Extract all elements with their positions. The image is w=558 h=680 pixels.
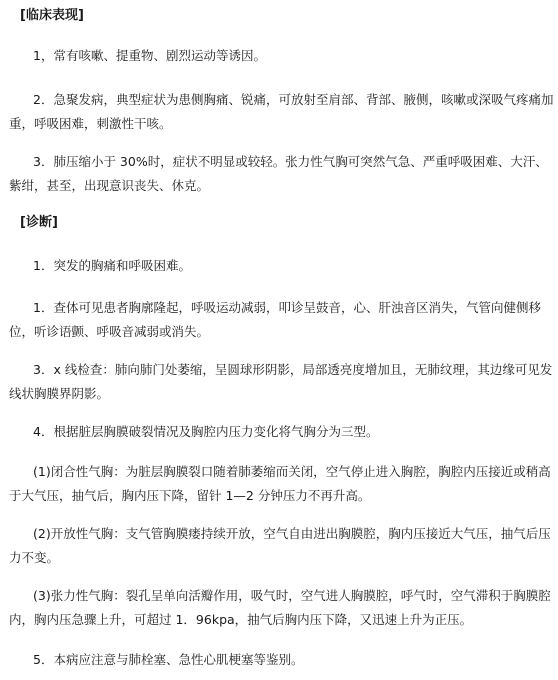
- diagnosis-item-5: 5．本病应注意与肺栓塞、急性心肌梗塞等鉴别。: [33, 652, 304, 667]
- section-heading-diagnosis: [诊断]: [20, 215, 58, 230]
- diagnosis-item-open-pneumothorax: (2)开放性气胸：支气管胸膜瘘持续开放，空气自由进出胸膜腔，胸内压接近大气压，抽气后压力不变。: [9, 526, 551, 565]
- clinical-item-1: 1，常有咳嗽、提重物、剧烈运动等诱因。: [33, 48, 266, 63]
- diagnosis-item-1: 1．突发的胸痛和呼吸困难。: [33, 258, 191, 273]
- clinical-item-3: 3．肺压缩小于 30%时，症状不明显或较轻。张力性气胸可突然气急、严重呼吸困难、大汗、紫绀，甚至，出现意识丧失、休克。: [9, 154, 548, 193]
- section-heading-clinical: [临床表现]: [20, 8, 84, 23]
- diagnosis-item-3: 3．x 线检查：肺向肺门处萎缩，呈圆球形阴影，局部透亮度增加且，无肺纹理，其边缘可见发线状胸膜界阴影。: [9, 362, 553, 401]
- diagnosis-item-closed-pneumothorax: (1)闭合性气胸：为脏层胸膜裂口随着肺萎缩而关闭，空气停止进入胸腔，胸腔内压接近或稍高于大气压，抽气后，胸内压下降，留针 1—2 分钟压力不再升高。: [9, 464, 551, 503]
- diagnosis-item-tension-pneumothorax: (3)张力性气胸：裂孔呈单向活瓣作用，吸气时，空气进人胸膜腔，呼气时，空气滞积于胸膜腔内，胸内压急骤上升，可超过 1．96kpa，抽气后胸内压下降，又迅速上升为正压。: [9, 588, 551, 627]
- diagnosis-item-4: 4．根据脏层胸膜破裂情况及胸腔内压力变化将气胸分为三型。: [33, 424, 379, 439]
- diagnosis-item-2: 1．查体可见患者胸廓隆起，呼吸运动减弱，叩诊呈鼓音，心、肝浊音区消失，气管向健侧移位，听诊语颤、呼吸音减弱或消失。: [9, 300, 541, 339]
- clinical-item-2: 2．急聚发病，典型症状为患侧胸痛、锐痛，可放射至肩部、背部、腋侧，咳嗽或深吸气疼痛加重，呼吸困难，刺激性干咳。: [9, 92, 554, 131]
